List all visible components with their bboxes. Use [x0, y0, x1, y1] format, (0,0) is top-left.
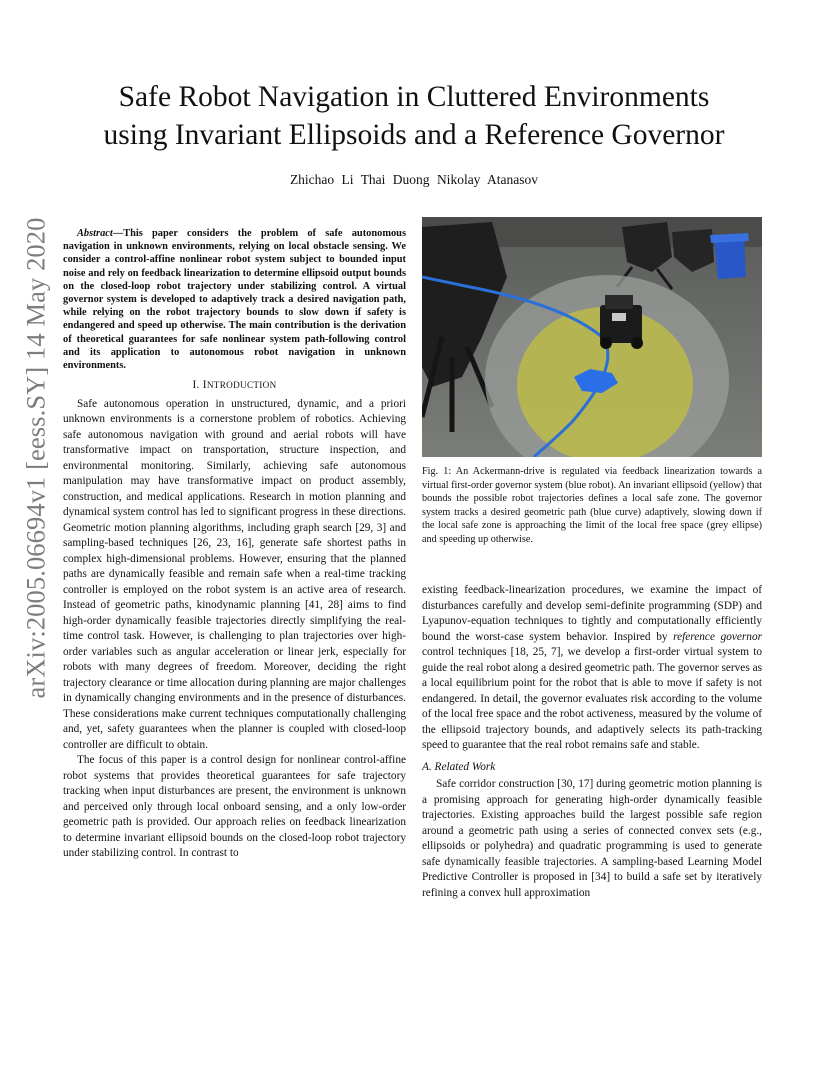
- figure-1-caption: Fig. 1: An Ackermann-drive is regulated via feedback linearization towards a virtual first-order governor system (blue robot). An invariant ellipsoid (yellow) that bounds the possible robot trajectories defines a local safe zone. The governor system tracks a desired geometric path (blue curve) adaptively, slowing down if the local safe zone is approaching the limit of the local free space (grey ellipse) and speeding up otherwise.: [422, 466, 762, 545]
- intro-paragraph-3: existing feedback-linearization procedures, we examine the impact of disturbances carefully and develop semi-definite programming (SDP) and Lyapunov-equation techniques to tightly and computationally efficiently bound the worst-case system behavior. Inspired by reference governor control techniques [18, 25, 7], we develop a first-order virtual system to guide the real robot along a desired geometric path. The governor serves as a local equilibrium point for the robot that is able to move if safety is not endangered. In detail, the governor evaluates risk according to the volume of the local free space and the robot activeness, measured by the volume of the ellipsoid trajectory bounds, and adaptively selects its path-tracking speed to guarantee that the real robot remains safe and stable.: [422, 584, 762, 751]
- title-line-1: Safe Robot Navigation in Cluttered Environments: [118, 81, 710, 113]
- section-heading-introduction: I. INTRODUCTION: [192, 379, 277, 392]
- arxiv-stamp: [14, 217, 58, 699]
- left-column: [63, 227, 406, 862]
- paper-title: [40, 78, 788, 154]
- author-3: Nikolay Atanasov: [436, 172, 539, 187]
- title-line-2: using Invariant Ellipsoids and a Reference Governor: [103, 119, 725, 151]
- intro-paragraph-1: Safe autonomous operation in unstructured, dynamic, and a priori unknown environments is a cornerstone problem of robotics. Achieving safe autonomous navigation with ground and aerial robots will have transformative impact on transportation, structure inspection, and environmental monitoring. Similarly, achieving safe autonomous manipulation may have transformative impact on product assembly, construction, and medical applications. Research in motion planning and dynamical system control has led to significant progress in these directions. Geometric motion planning algorithms, including graph search [29, 3] and sampling-based techniques [26, 23, 16], generate safe shortest paths in complex high-dimensional problems. However, ensuring that the planned paths are dynamically feasible and remain safe when a real-time tracking controller is employed on the robot system is an active area of research. Instead of geometric paths, kinodynamic planning [41, 28] aims to find high-order dynamically feasible trajectories directly simplifying the real-time control task. However, is challenging to plan trajectories over high-order variables such as angular acceleration or linear jerk, especially for robots with many degrees of freedom. Moreover, deciding the right trajectory clearance or time allocation during planning are major challenges in dynamically changing environments and in the presence of disturbances. These considerations make current techniques computationally challenging and, yet, safety guarantees when the planner is coupled with closed-loop controller are difficult to obtain.: [63, 397, 406, 751]
- intro-paragraph-2: The focus of this paper is a control design for nonlinear control-affine robot systems that provides theoretical guarantees for safe trajectory tracking when input disturbances are present, the environment is unknown and perceived only through local onboard sensing, and a only low-order geometric path is provided. Our approach relies on feedback linearization to determine invariant ellipsoid bounds on the closed-loop robot trajectory under stabilizing control. In contrast to: [63, 754, 406, 860]
- author-list: [40, 172, 788, 188]
- reference-governor-term: reference governor: [673, 630, 762, 643]
- abstract-lead: Abstract: [77, 228, 113, 239]
- arxiv-id: arXiv:2005.06694v1 [eess.SY] 14 May 2020: [20, 217, 51, 699]
- author-2: Thai Duong: [360, 172, 430, 187]
- subsection-related-work: A. Related Work: [422, 760, 496, 773]
- related-work-paragraph: Safe corridor construction [30, 17] during geometric motion planning is a promising approach for generating high-order dynamically feasible trajectories. Existing approaches build the largest possible safe region around a geometric path using a series of connected convex sets (e.g., ellipsoids or polyhedra) and quadratic programming is used to generate safe dynamically feasible trajectories. A sampling-based Learning Model Predictive Controller is proposed in [34] to build a safe set by iteratively refining a convex hull approximation: [422, 778, 762, 899]
- abstract: [63, 227, 406, 372]
- abstract-text: —This paper considers the problem of safe autonomous navigation in unknown environments, relying on local obstacle sensing. We consider a control-affine nonlinear robot system subject to bounded input noise and rely on feedback linearization to determine ellipsoid output bounds on the closed-loop robot trajectory under stabilizing control. A virtual governor system is developed to adaptively track a desired navigation path, while relying on the robot trajectory bounds to slow down if safety is endangered and speed up otherwise. The main contribution is the derivation of theoretical guarantees for safe nonlinear system path-following control and its application to autonomous robot navigation in unknown environments.: [63, 228, 406, 372]
- figure-1-photo: [422, 217, 762, 457]
- robot-scene-illustration: [422, 217, 762, 457]
- right-column: [422, 583, 762, 901]
- author-1: Zhichao Li: [289, 172, 354, 187]
